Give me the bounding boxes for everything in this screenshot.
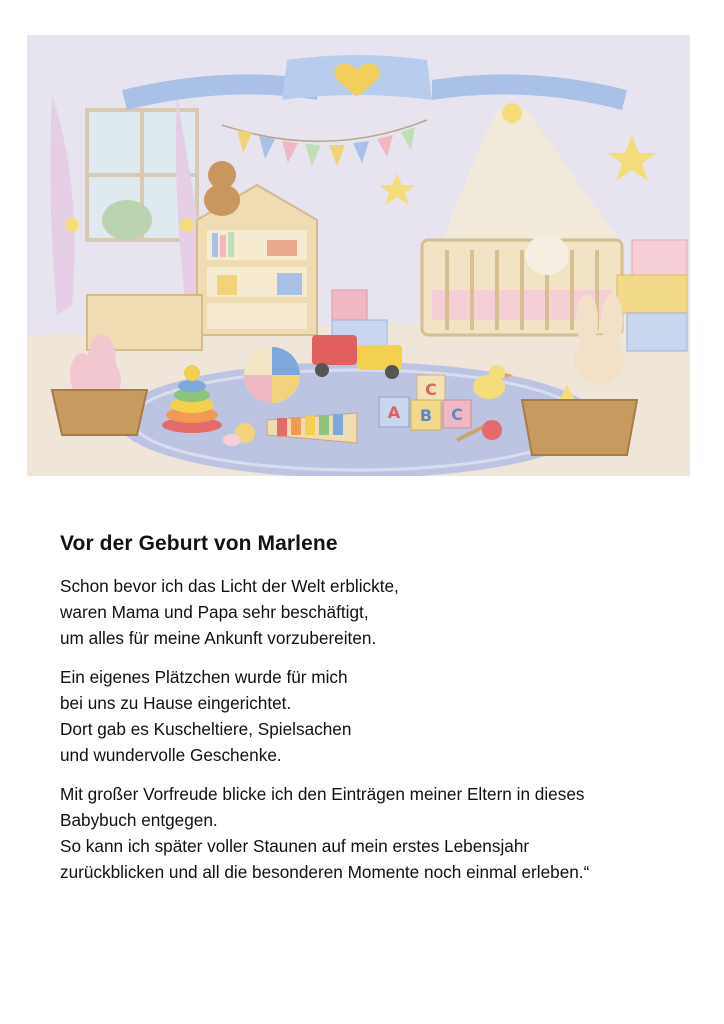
- story-text: [60, 532, 680, 898]
- paragraph-line: Dort gab es Kuscheltiere, Spielsachen: [60, 719, 352, 739]
- paragraph-line: Babybuch entgegen.: [60, 810, 218, 830]
- ball: [244, 347, 300, 403]
- block-c-top: C: [425, 380, 437, 399]
- nursery-scene: [27, 35, 690, 476]
- paragraph-2: [60, 664, 680, 768]
- paragraph-line: So kann ich später voller Staunen auf mein erstes Lebensjahr: [60, 836, 530, 856]
- paragraph-line: zurückblicken und all die besonderen Momente noch einmal erleben.“: [60, 862, 590, 882]
- paragraph-3: [60, 781, 680, 885]
- gift-box-2: [617, 275, 687, 313]
- paragraph-line: Ein eigenes Plätzchen wurde für mich: [60, 667, 348, 687]
- gift-box-4: [332, 290, 367, 320]
- paragraph-line: Schon bevor ich das Licht der Welt erblickte,: [60, 576, 399, 596]
- block-b: B: [419, 406, 433, 425]
- nursery-illustration: [27, 35, 690, 476]
- block-a: A: [387, 403, 401, 422]
- paragraph-line: um alles für meine Ankunft vorzubereiten.: [60, 628, 377, 648]
- paragraph-line: waren Mama und Papa sehr beschäftigt,: [60, 602, 369, 622]
- paragraph-line: bei uns zu Hause eingerichtet.: [60, 693, 292, 713]
- block-c: C: [451, 405, 463, 424]
- paragraph-line: Mit großer Vorfreude blicke ich den Einträgen meiner Eltern in dieses: [60, 784, 585, 804]
- paragraph-1: [60, 573, 680, 651]
- page-title: Vor der Geburt von Marlene: [60, 532, 338, 555]
- gift-box-1: [632, 240, 687, 275]
- gift-box-3: [627, 313, 687, 351]
- paragraph-line: und wundervolle Geschenke.: [60, 745, 282, 765]
